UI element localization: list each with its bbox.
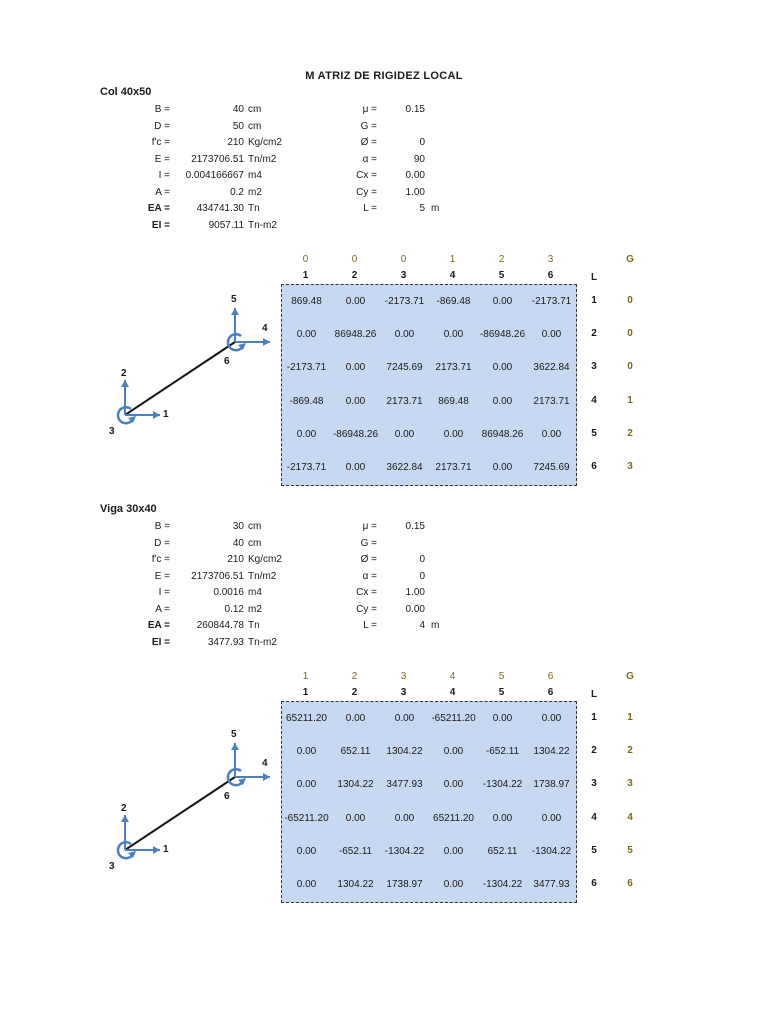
- matrix-cell: -65211.20: [431, 712, 476, 724]
- param-value: 0: [419, 554, 425, 565]
- global-dof-header: 2: [351, 671, 358, 682]
- stiffness-matrix: [281, 284, 577, 486]
- row-local-dof: 6: [591, 461, 597, 473]
- matrix-cell: 2173.71: [386, 395, 423, 407]
- col-header-G: G: [626, 254, 634, 265]
- matrix-cell: -1304.22: [384, 845, 425, 857]
- global-dof-header: 4: [449, 671, 456, 682]
- param-label: L =: [363, 620, 377, 631]
- matrix-cell: 0.00: [394, 812, 415, 824]
- matrix-cell: -2173.71: [531, 295, 572, 307]
- prop-value: 0.0016: [213, 587, 244, 598]
- param-value: 5: [419, 203, 425, 214]
- param-value: 0.00: [405, 603, 425, 615]
- dof-4-arrow-head: [263, 773, 270, 781]
- prop-value: 0.12: [224, 603, 244, 615]
- global-dof-header: 0: [351, 254, 358, 265]
- matrix-cell: 0.00: [345, 462, 366, 474]
- matrix-cell: -1304.22: [531, 845, 572, 857]
- prop-value: 40: [232, 537, 244, 549]
- param-label: μ =: [362, 104, 377, 115]
- matrix-cell: -2173.71: [286, 362, 327, 374]
- param-label: α =: [362, 153, 377, 165]
- prop-value: 210: [227, 137, 244, 148]
- prop-label: B =: [154, 521, 170, 532]
- global-dof-header: 3: [547, 254, 554, 265]
- global-dof-header: 5: [498, 671, 505, 682]
- row-local-dof: 4: [591, 811, 597, 823]
- matrix-cell: 0.00: [345, 295, 366, 307]
- matrix-cell: 0.00: [345, 395, 366, 407]
- param-label: Cx =: [356, 170, 377, 181]
- matrix-cell: 86948.26: [481, 428, 524, 440]
- matrix-cell: 0.00: [345, 812, 366, 824]
- row-global-dof: 4: [627, 811, 633, 823]
- row-local-dof: 5: [591, 844, 597, 856]
- diagram-dof-label: 2: [121, 368, 127, 379]
- row-local-dof: 3: [591, 778, 597, 790]
- prop-value: 2173706.51: [191, 153, 244, 165]
- matrix-cell: 7245.69: [533, 462, 570, 474]
- prop-unit: m2: [248, 186, 262, 198]
- param-label: Cx =: [356, 587, 377, 598]
- row-global-dof: 6: [627, 878, 633, 890]
- param-label: L =: [363, 203, 377, 214]
- diagram-dof-label: 4: [262, 323, 268, 334]
- matrix-cell: 3622.84: [386, 462, 423, 474]
- dof-1-arrow-head: [153, 411, 160, 419]
- row-local-dof: 5: [591, 427, 597, 439]
- param-value: 1.00: [405, 186, 425, 198]
- matrix-cell: 2173.71: [533, 395, 570, 407]
- matrix-cell: 0.00: [443, 879, 464, 891]
- row-global-dof: 0: [627, 361, 633, 373]
- global-dof-header: 1: [449, 254, 456, 265]
- matrix-cell: 652.11: [487, 845, 518, 857]
- matrix-cell: 0.00: [296, 879, 317, 891]
- row-local-dof: 2: [591, 327, 597, 339]
- matrix-cell: 0.00: [296, 779, 317, 791]
- local-dof-header: 6: [547, 270, 554, 281]
- local-dof-header: 6: [547, 687, 554, 698]
- prop-value: 0.004166667: [185, 170, 244, 181]
- global-dof-header: 3: [400, 671, 407, 682]
- matrix-cell: 0.00: [345, 712, 366, 724]
- param-unit: m: [431, 203, 440, 214]
- param-value: 0: [419, 137, 425, 148]
- prop-label: D =: [154, 120, 170, 132]
- prop-label: EI =: [151, 636, 170, 648]
- row-global-dof: 2: [627, 427, 633, 439]
- matrix-cell: -86948.26: [332, 428, 379, 440]
- frame-element-diagram: [100, 290, 300, 450]
- prop-label: A =: [155, 186, 170, 198]
- diagram-dof-label: 3: [109, 426, 115, 437]
- prop-label: I =: [158, 587, 170, 598]
- matrix-cell: 65211.20: [286, 712, 327, 724]
- matrix-cell: 0.00: [345, 362, 366, 374]
- matrix-cell: 0.00: [296, 328, 317, 340]
- row-local-dof: 2: [591, 744, 597, 756]
- row-global-dof: 2: [627, 744, 633, 756]
- prop-unit: cm: [248, 104, 262, 115]
- matrix-cell: -86948.26: [479, 328, 526, 340]
- matrix-cell: -652.11: [338, 845, 373, 857]
- global-dof-header: 0: [400, 254, 407, 265]
- matrix-cell: 2173.71: [435, 462, 472, 474]
- param-label: α =: [362, 570, 377, 582]
- prop-unit: cm: [248, 120, 262, 132]
- matrix-cell: 0.00: [492, 712, 513, 724]
- matrix-cell: 0.00: [296, 428, 317, 440]
- matrix-cell: 0.00: [492, 295, 513, 307]
- matrix-cell: 652.11: [340, 745, 371, 757]
- local-dof-header: 4: [449, 270, 456, 281]
- param-label: G =: [360, 120, 377, 132]
- param-unit: m: [431, 620, 440, 631]
- matrix-cell: 0.00: [541, 428, 562, 440]
- diagram-dof-label: 6: [224, 791, 230, 802]
- row-global-dof: 1: [627, 711, 633, 723]
- prop-value: 30: [232, 521, 244, 532]
- matrix-cell: 0.00: [541, 712, 562, 724]
- prop-unit: Tn/m2: [248, 153, 277, 165]
- diagram-dof-label: 3: [109, 861, 115, 872]
- row-local-dof: 1: [591, 294, 597, 306]
- matrix-cell: 3477.93: [533, 879, 570, 891]
- prop-value: 260844.78: [196, 620, 244, 631]
- param-label: μ =: [362, 521, 377, 532]
- col-header-L: L: [590, 272, 598, 283]
- param-label: Ø =: [360, 137, 377, 148]
- global-dof-header: 6: [547, 671, 554, 682]
- matrix-cell: 0.00: [443, 845, 464, 857]
- matrix-cell: -2173.71: [286, 462, 327, 474]
- param-value: 0.15: [405, 104, 425, 115]
- prop-label: A =: [155, 603, 170, 615]
- matrix-cell: 1304.22: [337, 879, 374, 891]
- prop-label: f'c =: [151, 137, 170, 148]
- prop-unit: cm: [248, 521, 262, 532]
- prop-value: 3477.93: [207, 636, 244, 648]
- matrix-cell: 869.48: [291, 295, 322, 307]
- global-dof-header: 0: [302, 254, 309, 265]
- prop-label: I =: [158, 170, 170, 181]
- matrix-cell: 0.00: [443, 779, 464, 791]
- diagram-dof-label: 6: [224, 356, 230, 367]
- param-value: 1.00: [405, 587, 425, 598]
- matrix-cell: 0.00: [492, 812, 513, 824]
- matrix-cell: 3622.84: [533, 362, 570, 374]
- local-dof-header: 3: [400, 270, 407, 281]
- matrix-cell: 0.00: [443, 328, 464, 340]
- row-global-dof: 3: [627, 461, 633, 473]
- prop-label: E =: [154, 153, 170, 165]
- prop-value: 210: [227, 554, 244, 565]
- param-label: Ø =: [360, 554, 377, 565]
- local-dof-header: 1: [302, 687, 309, 698]
- prop-label: D =: [154, 537, 170, 549]
- dof-1-arrow-head: [153, 846, 160, 854]
- prop-unit: Tn: [248, 203, 260, 214]
- matrix-cell: 7245.69: [386, 362, 423, 374]
- matrix-cell: -869.48: [289, 395, 324, 407]
- matrix-cell: -869.48: [436, 295, 471, 307]
- matrix-cell: -65211.20: [284, 812, 329, 824]
- prop-label: E =: [154, 570, 170, 582]
- prop-unit: Tn-m2: [248, 219, 277, 231]
- param-label: G =: [360, 537, 377, 549]
- row-local-dof: 1: [591, 711, 597, 723]
- matrix-cell: 0.00: [492, 462, 513, 474]
- param-label: Cy =: [356, 603, 377, 615]
- prop-unit: Tn/m2: [248, 570, 277, 582]
- diagram-dof-label: 1: [163, 844, 169, 855]
- matrix-cell: 2173.71: [435, 362, 472, 374]
- local-dof-header: 4: [449, 687, 456, 698]
- prop-value: 0.2: [230, 186, 244, 198]
- section-name: Col 40x50: [100, 86, 152, 98]
- matrix-cell: 0.00: [296, 845, 317, 857]
- stiffness-matrix: [281, 701, 577, 903]
- diagram-dof-label: 5: [231, 294, 237, 305]
- matrix-cell: 0.00: [296, 745, 317, 757]
- matrix-cell: 0.00: [394, 428, 415, 440]
- prop-label: f'c =: [151, 554, 170, 565]
- prop-label: EA =: [147, 203, 170, 214]
- matrix-cell: 1738.97: [533, 779, 570, 791]
- matrix-cell: 1304.22: [533, 745, 570, 757]
- matrix-cell: 0.00: [394, 328, 415, 340]
- local-dof-header: 5: [498, 687, 505, 698]
- prop-unit: m4: [248, 170, 262, 181]
- row-global-dof: 1: [627, 394, 633, 406]
- member-line: [125, 342, 235, 415]
- matrix-cell: 65211.20: [433, 812, 474, 824]
- row-global-dof: 0: [627, 327, 633, 339]
- page-title: M ATRIZ DE RIGIDEZ LOCAL: [305, 70, 463, 82]
- matrix-cell: 1738.97: [386, 879, 423, 891]
- param-value: 0: [419, 570, 425, 582]
- local-dof-header: 2: [351, 687, 358, 698]
- dof-4-arrow-head: [263, 338, 270, 346]
- member-line: [125, 777, 235, 850]
- matrix-cell: 1304.22: [386, 745, 423, 757]
- prop-value: 40: [232, 104, 244, 115]
- prop-unit: Tn-m2: [248, 636, 277, 648]
- matrix-cell: 0.00: [541, 812, 562, 824]
- dof-5-arrow-head: [231, 308, 239, 315]
- param-value: 0.15: [405, 521, 425, 532]
- global-dof-header: 2: [498, 254, 505, 265]
- prop-unit: Tn: [248, 620, 260, 631]
- param-value: 4: [419, 620, 425, 631]
- row-local-dof: 6: [591, 878, 597, 890]
- matrix-cell: 3477.93: [386, 779, 423, 791]
- prop-unit: m4: [248, 587, 262, 598]
- row-global-dof: 5: [627, 844, 633, 856]
- global-dof-header: 1: [302, 671, 309, 682]
- matrix-cell: 0.00: [492, 395, 513, 407]
- prop-value: 50: [232, 120, 244, 132]
- local-dof-header: 2: [351, 270, 358, 281]
- prop-label: EI =: [151, 219, 170, 231]
- matrix-cell: 0.00: [541, 328, 562, 340]
- matrix-cell: 1304.22: [337, 779, 374, 791]
- matrix-cell: 0.00: [443, 428, 464, 440]
- row-local-dof: 4: [591, 394, 597, 406]
- prop-value: 2173706.51: [191, 570, 244, 582]
- matrix-cell: 0.00: [492, 362, 513, 374]
- row-global-dof: 0: [627, 294, 633, 306]
- local-dof-header: 5: [498, 270, 505, 281]
- prop-unit: m2: [248, 603, 262, 615]
- param-value: 90: [413, 153, 425, 165]
- matrix-cell: -652.11: [485, 745, 520, 757]
- col-header-L: L: [590, 689, 598, 700]
- diagram-dof-label: 4: [262, 758, 268, 769]
- matrix-cell: 0.00: [394, 712, 415, 724]
- dof-5-arrow-head: [231, 743, 239, 750]
- diagram-dof-label: 5: [231, 729, 237, 740]
- matrix-cell: -1304.22: [482, 879, 523, 891]
- param-value: 0.00: [405, 170, 425, 181]
- param-label: Cy =: [356, 186, 377, 198]
- prop-unit: cm: [248, 537, 262, 549]
- diagram-dof-label: 1: [163, 409, 169, 420]
- local-dof-header: 1: [302, 270, 309, 281]
- matrix-cell: 0.00: [443, 745, 464, 757]
- diagram-dof-label: 2: [121, 803, 127, 814]
- prop-label: EA =: [147, 620, 170, 631]
- matrix-cell: 86948.26: [334, 328, 377, 340]
- frame-element-diagram: [100, 725, 300, 885]
- matrix-cell: 869.48: [438, 395, 469, 407]
- section-name: Viga 30x40: [100, 503, 157, 515]
- row-global-dof: 3: [627, 778, 633, 790]
- matrix-cell: -1304.22: [482, 779, 523, 791]
- matrix-cell: -2173.71: [384, 295, 425, 307]
- dof-2-arrow-head: [121, 380, 129, 387]
- prop-label: B =: [154, 104, 170, 115]
- prop-unit: Kg/cm2: [248, 554, 282, 565]
- prop-unit: Kg/cm2: [248, 137, 282, 148]
- dof-2-arrow-head: [121, 815, 129, 822]
- row-local-dof: 3: [591, 361, 597, 373]
- prop-value: 9057.11: [208, 219, 244, 231]
- col-header-G: G: [626, 671, 634, 682]
- prop-value: 434741.30: [196, 203, 244, 214]
- local-dof-header: 3: [400, 687, 407, 698]
